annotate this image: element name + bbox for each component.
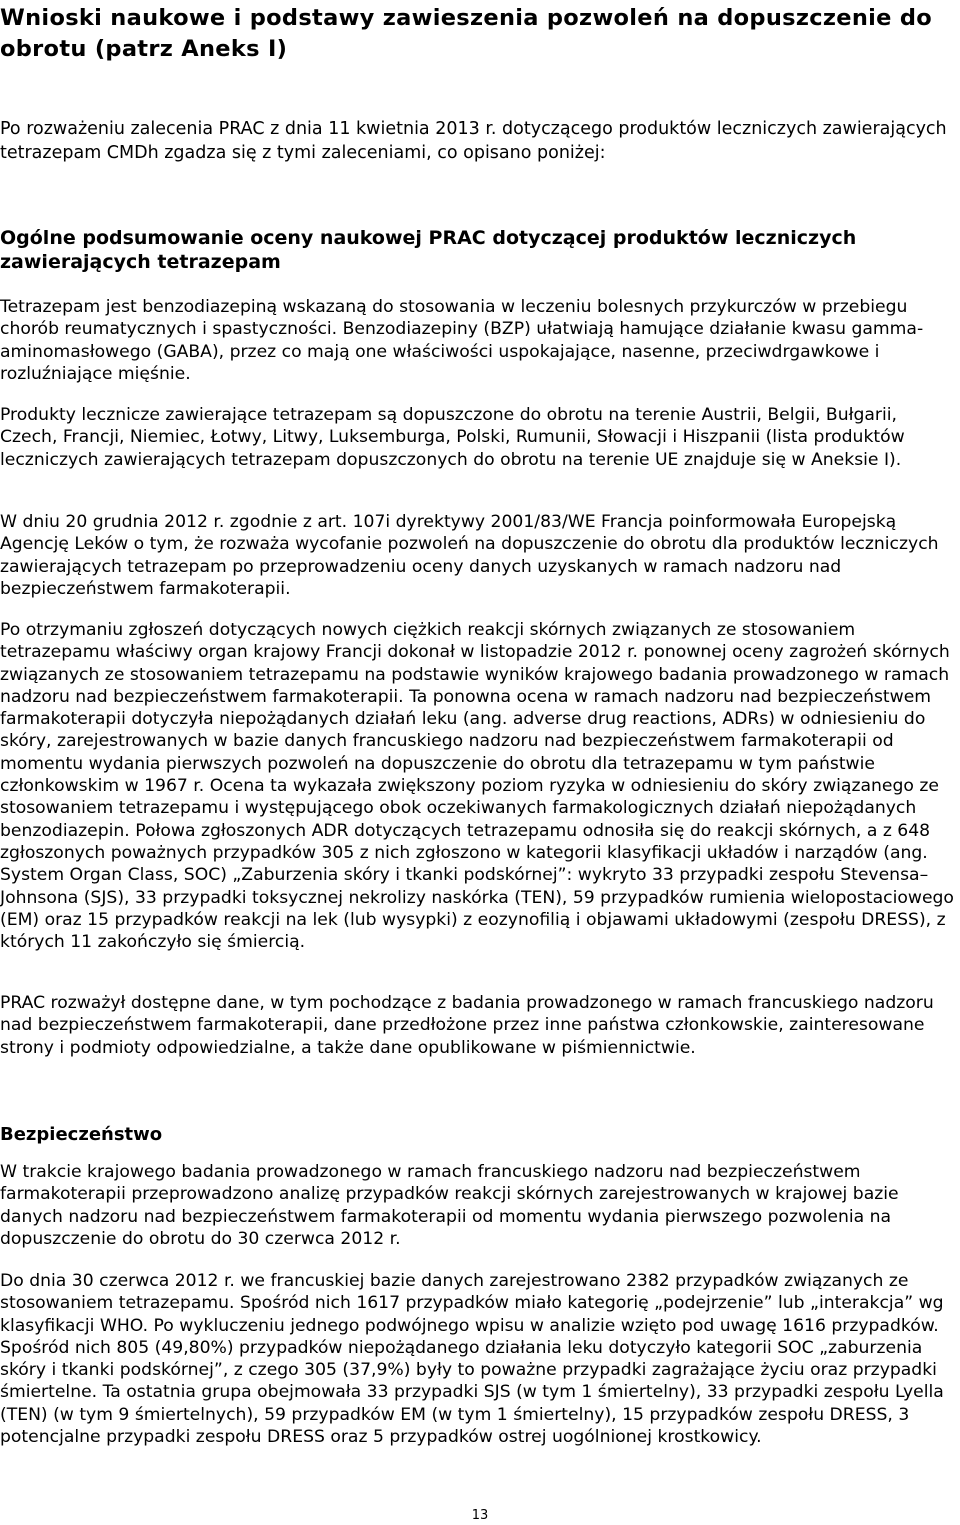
paragraph-case-analysis: Do dnia 30 czerwca 2012 r. we francuskiej bazie danych zarejestrowano 2382 przypadków związanych ze stosowaniem tetrazepamu. Spośród nich 1617 przypadków miało kategorię „podejrzenie” lub „interakcja” wg klasyfikacji WHO. Po wykluczeniu jednego podwójnego wpisu w analizie wzięto pod uwagę 1616 przypadków. Spośród nich 805 (49,80%) przypadków niepożądanego działania leku dotyczyło kategorii SOC „zaburzenia skóry i tkanki podskórnej”, z czego 305 (37,9%) były to poważne przypadki zagrażające życiu oraz przypadki śmiertelne. Ta ostatnia grupa obejmowała 33 przypadki SJS (w tym 1 śmiertelny), 33 przypadki zespołu Lyella (TEN) (w tym 9 śmiertelnych), 59 przypadków EM (w tym 1 śmiertelny), 15 przypadków zespołu DRESS, 3 potencjalne przypadki zespołu DRESS oraz 5 przypadków ostrej uogólnionej krostkowicy. bbox=[0, 1271, 944, 1448]
paragraph-national-study: W trakcie krajowego badania prowadzonego w ramach francuskiego nadzoru nad bezpieczeństwem farmakoterapii przeprowadzono analizę przypadków reakcji skórnych zarejestrowanych w krajowej bazie danych nadzoru nad bezpieczeństwem farmakoterapii od momentu wydania pierwszego pozwolenia na dopuszczenie do obrotu do 30 czerwca 2012 r. bbox=[0, 1162, 899, 1249]
page-number: 13 bbox=[471, 1508, 489, 1523]
paragraph-reassessment: Po otrzymaniu zgłoszeń dotyczących nowych ciężkich reakcji skórnych związanych ze stosowaniem tetrazepamu właściwy organ krajowy Francji dokonał w listopadzie 2012 r. ponownej oceny zagrożeń skórnych związanych ze stosowaniem tetrazepamu na podstawie wyników krajowego badania prowadzonego w ramach nadzoru nad bezpieczeństwem farmakoterapii. Ta ponowna ocena w ramach nadzoru nad bezpieczeństwem farmakoterapii dotyczyła niepożądanych działań leku (ang. adverse drug reactions, ADRs) w odniesieniu do skóry, zarejestrowanych w bazie danych francuskiego nadzoru nad bezpieczeństwem farmakoterapii od momentu wydania pierwszych pozwoleń na dopuszczenie do obrotu dla tetrazepamu w tym państwie członkowskim w 1967 r. Ocena ta wykazała zwiększony poziom ryzyka w odniesieniu do skóry związanego ze stosowaniem tetrazepamu i występującego obok oczekiwanych farmakologicznych działań niepożądanych benzodiazepin. Połowa zgłoszonych ADR dotyczących tetrazepamu odnosiła się do reakcji skórnych, a z 648 zgłoszonych poważnych przypadków 305 z nich zgłoszono w kategorii klasyfikacji układów i narządów (ang. System Organ Class, SOC) „Zaburzenia skóry i tkanki podskórnej”: wykryto 33 przypadki zespołu Stevensa–Johnsona (SJS), 33 przypadki toksycznej nekrolizy naskórka (TEN), 59 przypadków rumienia wielopostaciowego (EM) oraz 15 przypadków reakcji na lek (lub wysypki) z eozynofilią i objawami układowymi (zespołu DRESS), z których 11 zakończyło się śmiercią. bbox=[0, 620, 954, 953]
document-title: Wnioski naukowe i podstawy zawieszenia pozwoleń na dopuszczenie do obrotu (patrz Aneks I) bbox=[0, 5, 933, 62]
paragraph-authorised-countries: Produkty lecznicze zawierające tetrazepam są dopuszczone do obrotu na terenie Austrii, Belgii, Bułgarii, Czech, Francji, Niemiec, Łotwy, Litwy, Luksemburga, Polski, Rumunii, Słowacji i Hiszpanii (lista produktów leczniczych zawierających tetrazepam dopuszczonych do obrotu na terenie UE znajduje się w Aneksie I). bbox=[0, 405, 905, 470]
paragraph-tetrazepam-description: Tetrazepam jest benzodiazepiną wskazaną do stosowania w leczeniu bolesnych przykurczów w przebiegu chorób reumatycznych i spastyczności. Benzodiazepiny (BZP) ułatwiają hamujące działanie kwasu gamma-aminomasłowego (GABA), przez co mają one właściwości uspokajające, nasenne, przeciwdrgawkowe i rozluźniające mięśnie. bbox=[0, 297, 924, 384]
safety-heading: Bezpieczeństwo bbox=[0, 1124, 163, 1145]
intro-paragraph: Po rozważeniu zalecenia PRAC z dnia 11 kwietnia 2013 r. dotyczącego produktów leczniczych zawierających tetrazepam CMDh zgadza się z tymi zaleceniami, co opisano poniżej: bbox=[0, 119, 947, 163]
summary-heading: Ogólne podsumowanie oceny naukowej PRAC dotyczącej produktów leczniczych zawierających tetrazepam bbox=[0, 227, 857, 273]
paragraph-france-notification: W dniu 20 grudnia 2012 r. zgodnie z art. 107i dyrektywy 2001/83/WE Francja poinformowała Europejską Agencję Leków o tym, że rozważa wycofanie pozwoleń na dopuszczenie do obrotu dla produktów leczniczych zawierających tetrazepam po przeprowadzeniu oceny danych uzyskanych w ramach nadzoru nad bezpieczeństwem farmakoterapii. bbox=[0, 512, 939, 599]
paragraph-prac-review: PRAC rozważył dostępne dane, w tym pochodzące z badania prowadzonego w ramach francuskiego nadzoru nad bezpieczeństwem farmakoterapii, dane przedłożone przez inne państwa członkowskie, zainteresowane strony i podmioty odpowiedzialne, a także dane opublikowane w piśmiennictwie. bbox=[0, 993, 934, 1058]
